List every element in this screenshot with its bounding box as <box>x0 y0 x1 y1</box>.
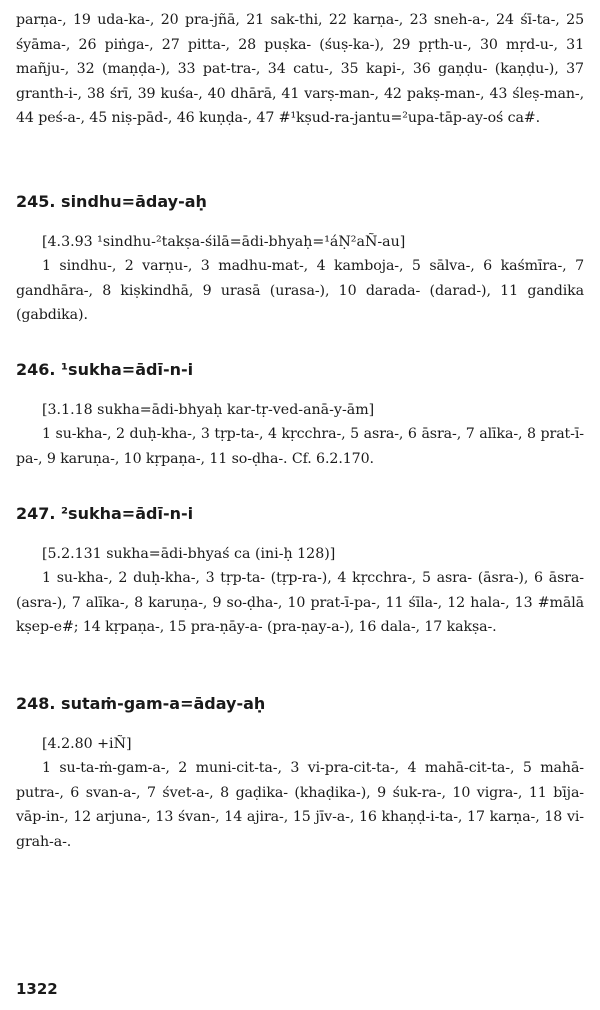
section-heading-247: 247. ²sukha=ādī-n-i <box>16 504 194 523</box>
section-heading-246: 246. ¹sukha=ādī-n-i <box>16 360 194 379</box>
section-rule-245: [4.3.93 ¹sindhu-²takṣa-śilā=ādi-bhyaḥ=¹áṆ²aÑ-au] <box>42 234 406 250</box>
section-body-245: 1 sindhu-, 2 varṇu-, 3 madhu-mat-, 4 kamboja-, 5 sālva-, 6 kaśmīra-, 7 gandhāra-, 8 kiṣkindhā, 9 urasā (urasa-), 10 darada- (darad-), 11 gandika (gabdika). <box>16 258 584 323</box>
section-rule-246: [3.1.18 sukha=ādi-bhyaḥ kar-tṛ-ved-anā-y-ām] <box>42 402 375 418</box>
section-heading-245: 245. sindhu=āday-aḥ <box>16 192 207 211</box>
section-body-247: 1 su-kha-, 2 duḥ-kha-, 3 tṛp-ta- (tṛp-ra-), 4 kṛcchra-, 5 asra- (āsra-), 6 āsra- (asra-), 7 alīka-, 8 karuṇa-, 9 so-ḍha-, 10 prat-ī-pa-, 11 śīla-, 12 hala-, 13 #mālā kṣep-e#; 14 kṛpaṇa-, 15 pra-ṇāy-a- (pra-ṇay-a-), 16 dala-, 17 kakṣa-. <box>16 570 584 635</box>
section-rule-247: [5.2.131 sukha=ādi-bhyaś ca (ini-ḥ 128)] <box>42 546 336 562</box>
section-body-246: 1 su-kha-, 2 duḥ-kha-, 3 tṛp-ta-, 4 kṛcchra-, 5 asra-, 6 āsra-, 7 alīka-, 8 prat-ī-pa-, 9 karuṇa-, 10 kṛpaṇa-, 11 so-ḍha-. Cf. 6.2.170. <box>16 426 584 467</box>
section-body-248: 1 su-ta-ṁ-gam-a-, 2 muni-cit-ta-, 3 vi-pra-cit-ta-, 4 mahā-cit-ta-, 5 mahā-putra-, 6 svan-a-, 7 śvet-a-, 8 gaḍika- (khaḍika-), 9 śuk-ra-, 10 vigra-, 11 bīja-vāp-in-, 12 arjuna-, 13 śvan-, 14 ajira-, 15 jīv-a-, 16 khaṇḍ-i-ta-, 17 karṇa-, 18 vi-grah-a-. <box>16 760 584 850</box>
section-rule-248: [4.2.80 +iÑ] <box>42 736 132 752</box>
continuation-paragraph: parṇa-, 19 uda-ka-, 20 pra-jñā, 21 sak-thi, 22 karṇa-, 23 sneh-a-, 24 śī-ta-, 25 śyāma-, 26 piṅga-, 27 pitta-, 28 puṣka- (śuṣ-ka-), 29 pṛth-u-, 30 mṛd-u-, 31 mañju-, 32 (maṇḍa-), 33 pat-tra-, 34 catu-, 35 kapi-, 36 gaṇḍu- (kaṇḍu-), 37 granth-i-, 38 śrī, 39 kuśa-, 40 dhārā, 41 varṣ-man-, 42 pakṣ-man-, 43 śleṣ-man-, 44 peś-a-, 45 niṣ-pād-, 46 kuṇḍa-, 47 #¹kṣud-ra-jantu=²upa-tāp-ay-oś ca#. <box>16 12 584 126</box>
section-heading-248: 248. sutaṁ-gam-a=āday-aḥ <box>16 694 266 713</box>
page-number: 1322 <box>16 980 58 998</box>
